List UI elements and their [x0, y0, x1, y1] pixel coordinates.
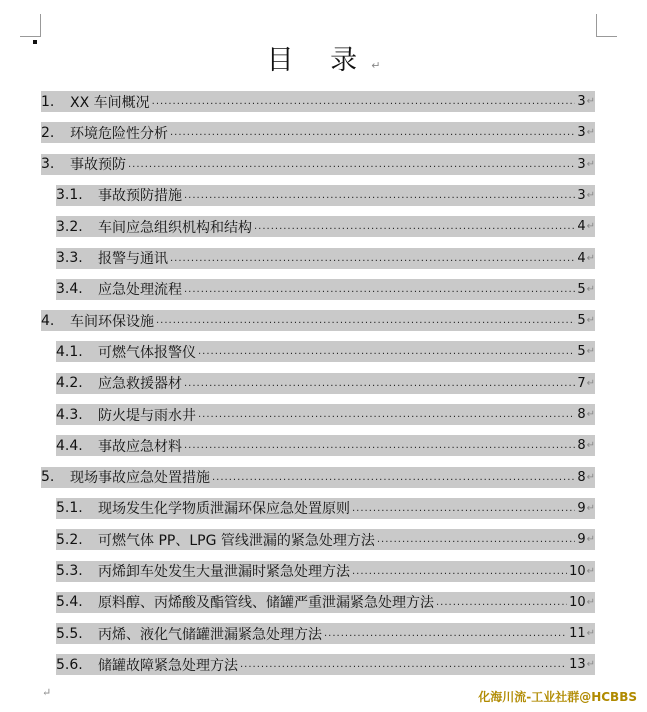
paragraph-mark-icon: ↵ — [586, 534, 595, 546]
toc-entry-title: 丙烯、液化气储罐泄漏紧急处理方法 — [98, 626, 322, 643]
paragraph-mark-icon: ↵ — [371, 59, 381, 72]
toc-entry-page: 3 — [577, 125, 586, 141]
toc-entry-title: 可燃气体 PP、LPG 管线泄漏的紧急处理方法 — [98, 532, 375, 549]
toc-entry-page: 8 — [577, 407, 586, 422]
toc-entry-page: 13 — [569, 657, 586, 673]
toc-entry-number: 3.3. — [56, 250, 83, 266]
toc-entry-number: 3.4. — [56, 281, 83, 298]
toc-entry[interactable] — [56, 279, 595, 300]
toc-entry-number: 3.1. — [56, 187, 83, 204]
toc-entry[interactable] — [56, 341, 595, 362]
toc-entry[interactable] — [56, 623, 595, 644]
toc-entry-page: 10 — [569, 594, 586, 610]
toc-entry-title: 丙烯卸车处发生大量泄漏时紧急处理方法 — [98, 564, 350, 580]
toc-dot-leader — [184, 378, 575, 389]
toc-dot-leader — [352, 503, 575, 514]
toc-dot-leader — [212, 472, 575, 483]
toc-entry[interactable] — [56, 216, 595, 237]
toc-entry-page: 5 — [577, 313, 586, 329]
toc-entry[interactable] — [56, 373, 595, 394]
toc-entry[interactable] — [41, 467, 595, 488]
toc-entry-number: 2. — [41, 124, 55, 141]
toc-entry-title: 现场发生化学物质泄漏环保应急处置原则 — [98, 501, 350, 518]
toc-entry[interactable] — [56, 435, 595, 456]
paragraph-mark-icon: ↵ — [586, 628, 595, 640]
toc-entry-page: 9 — [577, 532, 586, 548]
toc-dot-leader — [152, 96, 576, 107]
toc-entry-title: 车间应急组织机构和结构 — [98, 219, 252, 236]
toc-entry-number: 5. — [41, 469, 55, 486]
toc-dot-leader — [240, 659, 567, 670]
toc-entry-title: XX 车间概况 — [70, 94, 150, 111]
toc-dot-leader — [198, 409, 575, 420]
toc-entry-title: 事故预防措施 — [98, 188, 182, 205]
toc-entry-number: 1. — [41, 93, 55, 110]
page-title-text: 目 录 — [266, 45, 372, 76]
paragraph-mark-icon: ↵ — [586, 440, 595, 452]
toc-entry[interactable] — [56, 561, 595, 582]
toc-dot-leader — [170, 253, 575, 264]
toc-entry-number: 4.4. — [56, 437, 83, 454]
toc-entry-page: 8 — [577, 469, 586, 485]
paragraph-mark-icon: ↵ — [586, 596, 595, 608]
toc-entry[interactable] — [56, 248, 595, 269]
toc-entry-title: 车间环保设施 — [70, 313, 154, 330]
paragraph-mark-icon: ↵ — [586, 659, 595, 671]
toc-entry-page: 5 — [577, 344, 586, 360]
toc-entry[interactable] — [41, 154, 595, 175]
paragraph-mark-icon: ↵ — [586, 221, 595, 233]
toc-entry-page: 4 — [577, 219, 586, 235]
toc-dot-leader — [324, 628, 567, 639]
toc-entry-page: 8 — [577, 438, 586, 454]
toc-entry-title: 储罐故障紧急处理方法 — [98, 657, 238, 674]
toc-dot-leader — [436, 597, 567, 608]
paragraph-mark-icon: ↵ — [586, 252, 595, 264]
toc-entry-title: 环境危险性分析 — [70, 125, 168, 142]
toc-entry[interactable] — [56, 498, 595, 519]
toc-entry[interactable] — [56, 592, 595, 613]
paragraph-mark-icon: ↵ — [586, 189, 595, 201]
toc-entry-number: 5.1. — [56, 500, 83, 517]
toc-entry-page: 7 — [577, 375, 586, 391]
paragraph-mark-icon: ↵ — [586, 158, 595, 170]
paragraph-mark-icon: ↵ — [586, 502, 595, 514]
toc-entry-page: 10 — [569, 563, 586, 579]
toc-entry-number: 4.3. — [56, 406, 83, 423]
toc-entry-number: 4.2. — [56, 375, 83, 392]
toc-entry[interactable] — [56, 654, 595, 675]
toc-entry-number: 5.3. — [56, 563, 83, 579]
toc-entry-title: 应急救援器材 — [98, 376, 182, 393]
paragraph-mark-icon: ↵ — [586, 315, 595, 327]
paragraph-mark-icon: ↵ — [586, 346, 595, 358]
toc-dot-leader — [352, 566, 567, 577]
crop-mark-top-left — [20, 14, 41, 37]
toc-dot-leader — [184, 284, 575, 295]
toc-dot-leader — [198, 346, 575, 357]
toc-entry[interactable] — [56, 529, 595, 550]
toc-entry-page: 9 — [577, 500, 586, 516]
toc-entry-number: 4. — [41, 312, 55, 329]
toc-entry-title: 现场事故应急处置措施 — [70, 470, 210, 487]
toc-entry[interactable] — [56, 404, 595, 425]
toc-entry-page: 3 — [577, 94, 586, 109]
toc-entry-title: 应急处理流程 — [98, 282, 182, 299]
paragraph-mark-icon: ↵ — [586, 409, 595, 420]
toc-dot-leader — [170, 127, 575, 138]
toc-entry-page: 11 — [569, 626, 586, 642]
toc-entry-page: 4 — [577, 250, 586, 266]
paragraph-mark-icon: ↵ — [586, 471, 595, 483]
toc-entry-number: 5.5. — [56, 625, 83, 642]
toc-entry-page: 3 — [577, 156, 586, 172]
toc-entry[interactable] — [41, 122, 595, 143]
toc-dot-leader — [184, 190, 575, 201]
paragraph-mark-icon: ↵ — [586, 377, 595, 389]
watermark: 化海川流-工业社群@HCBBS — [478, 690, 637, 704]
toc-dot-leader — [184, 440, 575, 451]
toc-entry[interactable] — [56, 185, 595, 206]
toc-entry-title: 报警与通讯 — [98, 251, 168, 267]
toc-entry-number: 5.2. — [56, 531, 83, 548]
toc-entry-number: 5.4. — [56, 594, 83, 611]
paragraph-mark-icon: ↵ — [586, 127, 595, 139]
paragraph-mark-icon: ↵ — [586, 565, 595, 577]
toc-entry-title: 事故应急材料 — [98, 438, 182, 455]
paragraph-mark-icon: ↵ — [586, 283, 595, 295]
toc-entry[interactable] — [41, 91, 595, 112]
toc-entry-number: 3. — [41, 156, 55, 173]
crop-mark-top-right — [596, 14, 617, 37]
toc-dot-leader — [128, 159, 575, 170]
paragraph-mark-icon: ↵ — [42, 686, 52, 699]
toc-entry-page: 3 — [577, 187, 586, 203]
toc-entry[interactable] — [41, 310, 595, 331]
toc-entry-page: 5 — [577, 281, 586, 297]
toc-entry-title: 事故预防 — [70, 157, 126, 174]
toc-entry-number: 3.2. — [56, 218, 83, 235]
toc-entry-number: 4.1. — [56, 343, 83, 360]
toc-entry-title: 防火堤与雨水井 — [98, 407, 196, 424]
toc-entry-title: 原料醇、丙烯酸及酯管线、储罐严重泄漏紧急处理方法 — [98, 595, 434, 612]
toc-entry-title: 可燃气体报警仪 — [98, 344, 196, 361]
page-title — [0, 38, 647, 77]
paragraph-mark-icon: ↵ — [586, 96, 595, 107]
toc-dot-leader — [156, 315, 575, 326]
toc-entry-number: 5.6. — [56, 656, 83, 673]
toc-dot-leader — [254, 221, 575, 232]
toc-dot-leader — [377, 534, 575, 545]
